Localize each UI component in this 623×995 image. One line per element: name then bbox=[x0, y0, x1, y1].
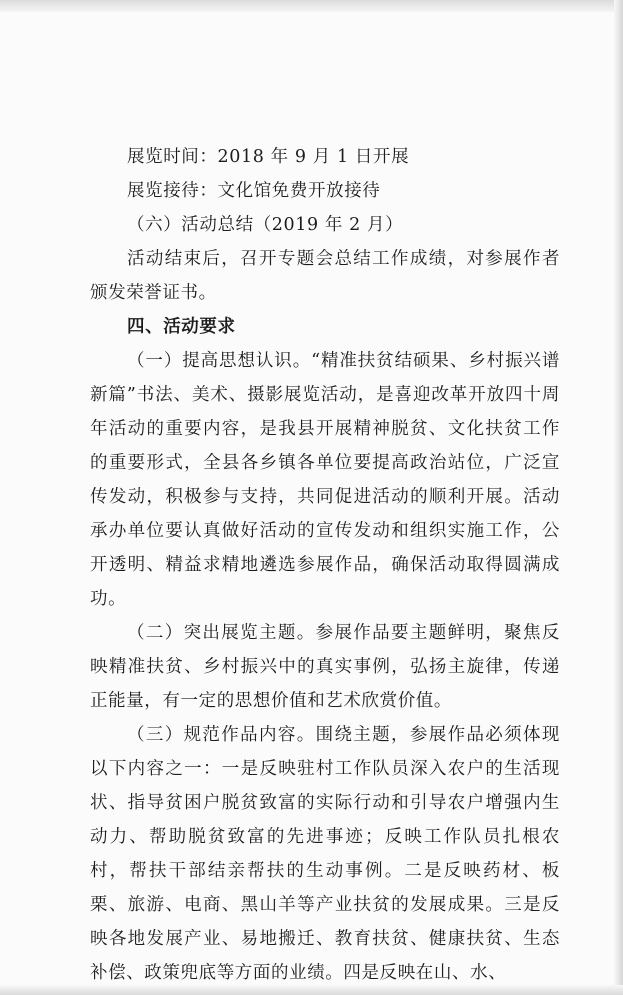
scan-edge-right bbox=[614, 0, 623, 995]
scan-edge-top bbox=[0, 0, 623, 12]
section-heading-requirements: 四、活动要求 bbox=[127, 317, 236, 337]
document-body bbox=[90, 140, 560, 990]
summary-paragraph: 活动结束后，召开专题会总结工作成绩，对参展作者颁发荣誉证书。 bbox=[90, 249, 560, 303]
exhibition-reception-line: 展览接待：文化馆免费开放接待 bbox=[127, 181, 381, 201]
summary-subheading: （六）活动总结（2019 年 2 月） bbox=[127, 215, 404, 235]
requirement-paragraph-1: （一）提高思想认识。“精准扶贫结硕果、乡村振兴谱新篇”书法、美术、摄影展览活动，是喜迎改革开放四十周年活动的重要内容，是我县开展精神脱贫、文化扶贫工作的重要形式，全县各乡镇各单位要提高政治站位，广泛宣传发动，积极参与支持，共同促进活动的顺利开展。活动承办单位要认真做好活动的宣传发动和组织实施工作，公开透明、精益求精地遴选参展作品，确保活动取得圆满成功。 bbox=[90, 351, 560, 609]
requirement-paragraph-2: （二）突出展览主题。参展作品要主题鲜明，聚焦反映精准扶贫、乡村振兴中的真实事例，弘扬主旋律，传递正能量，有一定的思想价值和艺术欣赏价值。 bbox=[90, 623, 560, 711]
requirement-paragraph-3: （三）规范作品内容。围绕主题，参展作品必须体现以下内容之一：一是反映驻村工作队员深入农户的生活现状、指导贫困户脱贫致富的实际行动和引导农户增强内生动力、帮助脱贫致富的先进事迹；反映工作队员扎根农村，帮扶干部结亲帮扶的生动事例。二是反映药材、板栗、旅游、电商、黑山羊等产业扶贫的发展成果。三是反映各地发展产业、易地搬迁、教育扶贫、健康扶贫、生态补偿、政策兜底等方面的业绩。四是反映在山、水、 bbox=[90, 725, 560, 983]
exhibition-time-line: 展览时间：2018 年 9 月 1 日开展 bbox=[127, 147, 410, 167]
